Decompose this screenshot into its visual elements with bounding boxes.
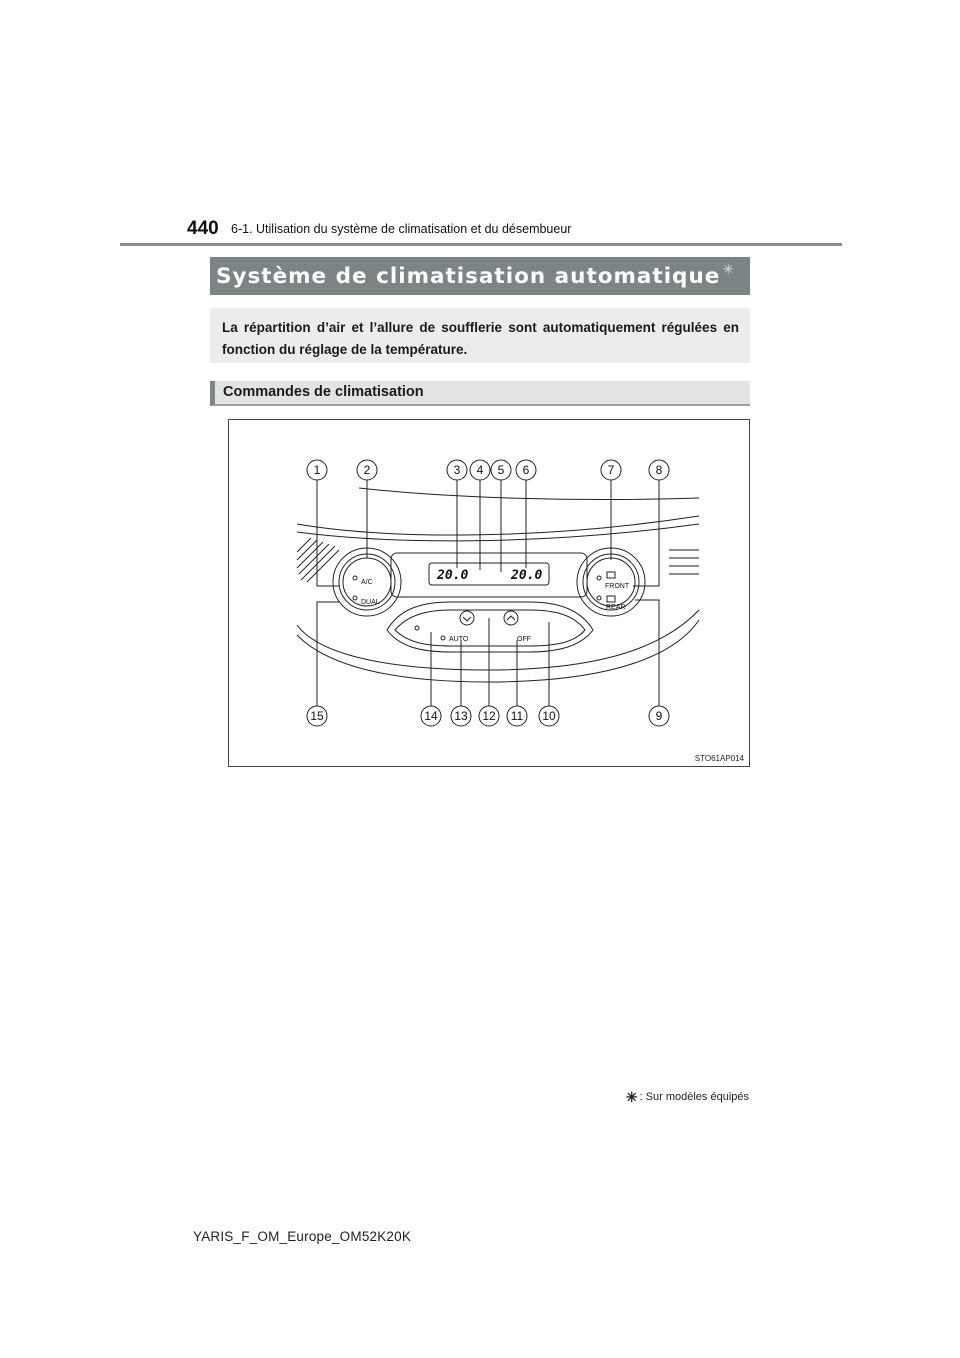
document-code: YARIS_F_OM_Europe_OM52K20K xyxy=(193,1229,412,1244)
intro-box xyxy=(210,308,750,363)
page-number: 440 xyxy=(187,218,219,239)
auto-button-label: AUTO xyxy=(449,636,469,643)
dual-button-label: DUAL xyxy=(361,599,380,606)
callout-10: 10 xyxy=(542,709,556,723)
header-rule xyxy=(120,243,842,246)
callout-15: 15 xyxy=(310,709,324,723)
callout-14: 14 xyxy=(424,709,438,723)
callout-4: 4 xyxy=(476,463,484,477)
climate-control-figure xyxy=(228,419,750,767)
rear-defogger-label: REAR xyxy=(606,604,626,611)
section-title-bar xyxy=(210,257,750,295)
callout-6: 6 xyxy=(522,463,530,477)
callout-8: 8 xyxy=(655,463,663,477)
off-button-label: OFF xyxy=(517,636,531,643)
callout-11: 11 xyxy=(510,709,524,723)
callout-9: 9 xyxy=(655,709,663,723)
figure-code: STO61AP014 xyxy=(694,754,744,763)
callout-12: 12 xyxy=(482,709,496,723)
footnote xyxy=(626,1089,749,1106)
climate-panel-illustration xyxy=(229,420,749,766)
subsection-title: Commandes de climatisation xyxy=(210,381,750,406)
chapter-title: 6-1. Utilisation du système de climatisation et du désembueur xyxy=(231,222,572,236)
callout-7: 7 xyxy=(607,463,615,477)
section-title: Système de climatisation automatique xyxy=(216,264,721,289)
lcd-left-temperature: 20.0 xyxy=(437,568,469,583)
callout-1: 1 xyxy=(313,463,321,477)
callout-5: 5 xyxy=(497,463,505,477)
equipment-marker-icon: ✳ xyxy=(722,261,735,277)
front-defogger-label: FRONT xyxy=(605,583,630,590)
callout-3: 3 xyxy=(453,463,461,477)
footnote-marker-icon: ✳ xyxy=(625,1089,638,1105)
intro-text: La répartition d’air et l’allure de soufflerie sont automatiquement régulées en fonction du réglage de la température. xyxy=(222,320,739,357)
ac-button-label: A/C xyxy=(361,579,373,586)
lcd-right-temperature: 20.0 xyxy=(511,568,543,583)
footnote-text: : Sur modèles équipés xyxy=(639,1091,749,1103)
callout-13: 13 xyxy=(454,709,468,723)
callout-2: 2 xyxy=(363,463,371,477)
